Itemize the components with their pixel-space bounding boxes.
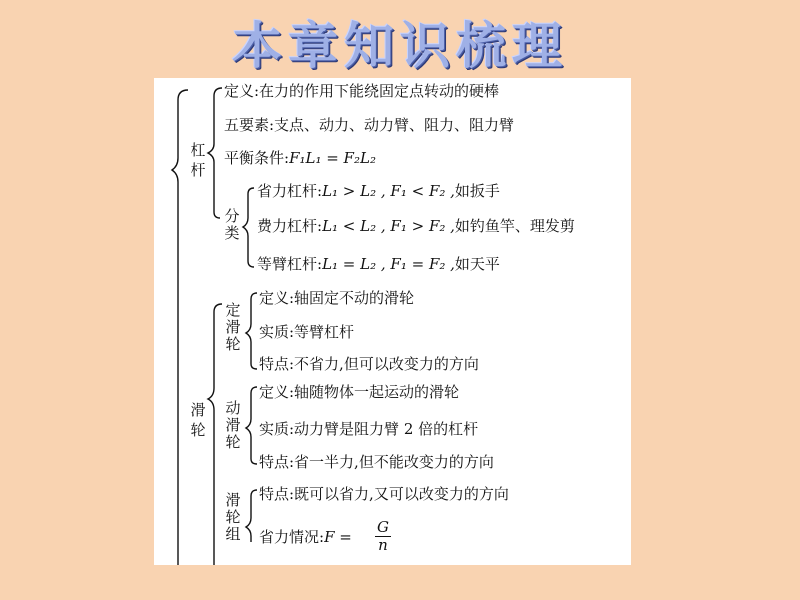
force-numerator: G: [377, 518, 389, 536]
force-lhs: F =: [324, 528, 352, 546]
lever-type-example: 如钓鱼竿、理发剪: [454, 217, 575, 235]
knowledge-map: [154, 78, 631, 565]
lever-type-example: 如天平: [454, 255, 500, 273]
fixed-pulley-feature: 特点:不省力,但可以改变力的方向: [259, 355, 479, 373]
movable-pulley-label: 动滑轮: [225, 399, 241, 451]
lever-type-formula: L₁ = L₂ , F₁ = F₂ ,: [322, 255, 455, 273]
classification-label: 分类: [224, 207, 240, 242]
lever-type-row: [257, 217, 575, 235]
fixed-pulley-essence: 实质:等臂杠杆: [259, 323, 355, 341]
movable-pulley-feature: 特点:省一半力,但不能改变力的方向: [259, 453, 494, 471]
movable-pulley-essence: 实质:动力臂是阻力臂 2 倍的杠杆: [259, 420, 479, 438]
lever-type-row: [257, 182, 500, 200]
lever-type-row: [257, 255, 500, 273]
lever-type-name: 等臂杠杆:: [257, 255, 323, 273]
lever-type-example: 如扳手: [454, 182, 500, 200]
movable-pulley-definition: 定义:轴随物体一起运动的滑轮: [259, 383, 460, 401]
balance-prefix: 平衡条件:: [224, 149, 290, 167]
page-title: 本章知识梳理: [232, 17, 568, 75]
force-prefix: 省力情况:: [259, 528, 325, 546]
lever-type-name: 省力杠杆:: [257, 182, 323, 200]
pulley-block-force: [259, 528, 352, 546]
lever-balance-condition: [224, 149, 376, 167]
lever-type-name: 费力杠杆:: [257, 217, 323, 235]
force-denominator: n: [378, 536, 388, 554]
force-fraction: [376, 519, 390, 554]
lever-type-formula: L₁ > L₂ , F₁ < F₂ ,: [322, 182, 455, 200]
lever-five-elements: 五要素:支点、动力、动力臂、阻力、阻力臂: [224, 116, 515, 134]
pulley-label: 滑轮: [190, 401, 206, 439]
fixed-pulley-definition: 定义:轴固定不动的滑轮: [259, 289, 415, 307]
balance-formula: F₁L₁ = F₂L₂: [289, 149, 376, 167]
fixed-pulley-label: 定滑轮: [225, 301, 241, 353]
lever-type-formula: L₁ < L₂ , F₁ > F₂ ,: [322, 217, 455, 235]
lever-definition: 定义:在力的作用下能绕固定点转动的硬棒: [224, 82, 500, 100]
pulley-block-feature: 特点:既可以省力,又可以改变力的方向: [259, 485, 509, 503]
lever-label: 杠杆: [190, 141, 206, 179]
pulley-block-label: 滑轮组: [225, 491, 241, 543]
